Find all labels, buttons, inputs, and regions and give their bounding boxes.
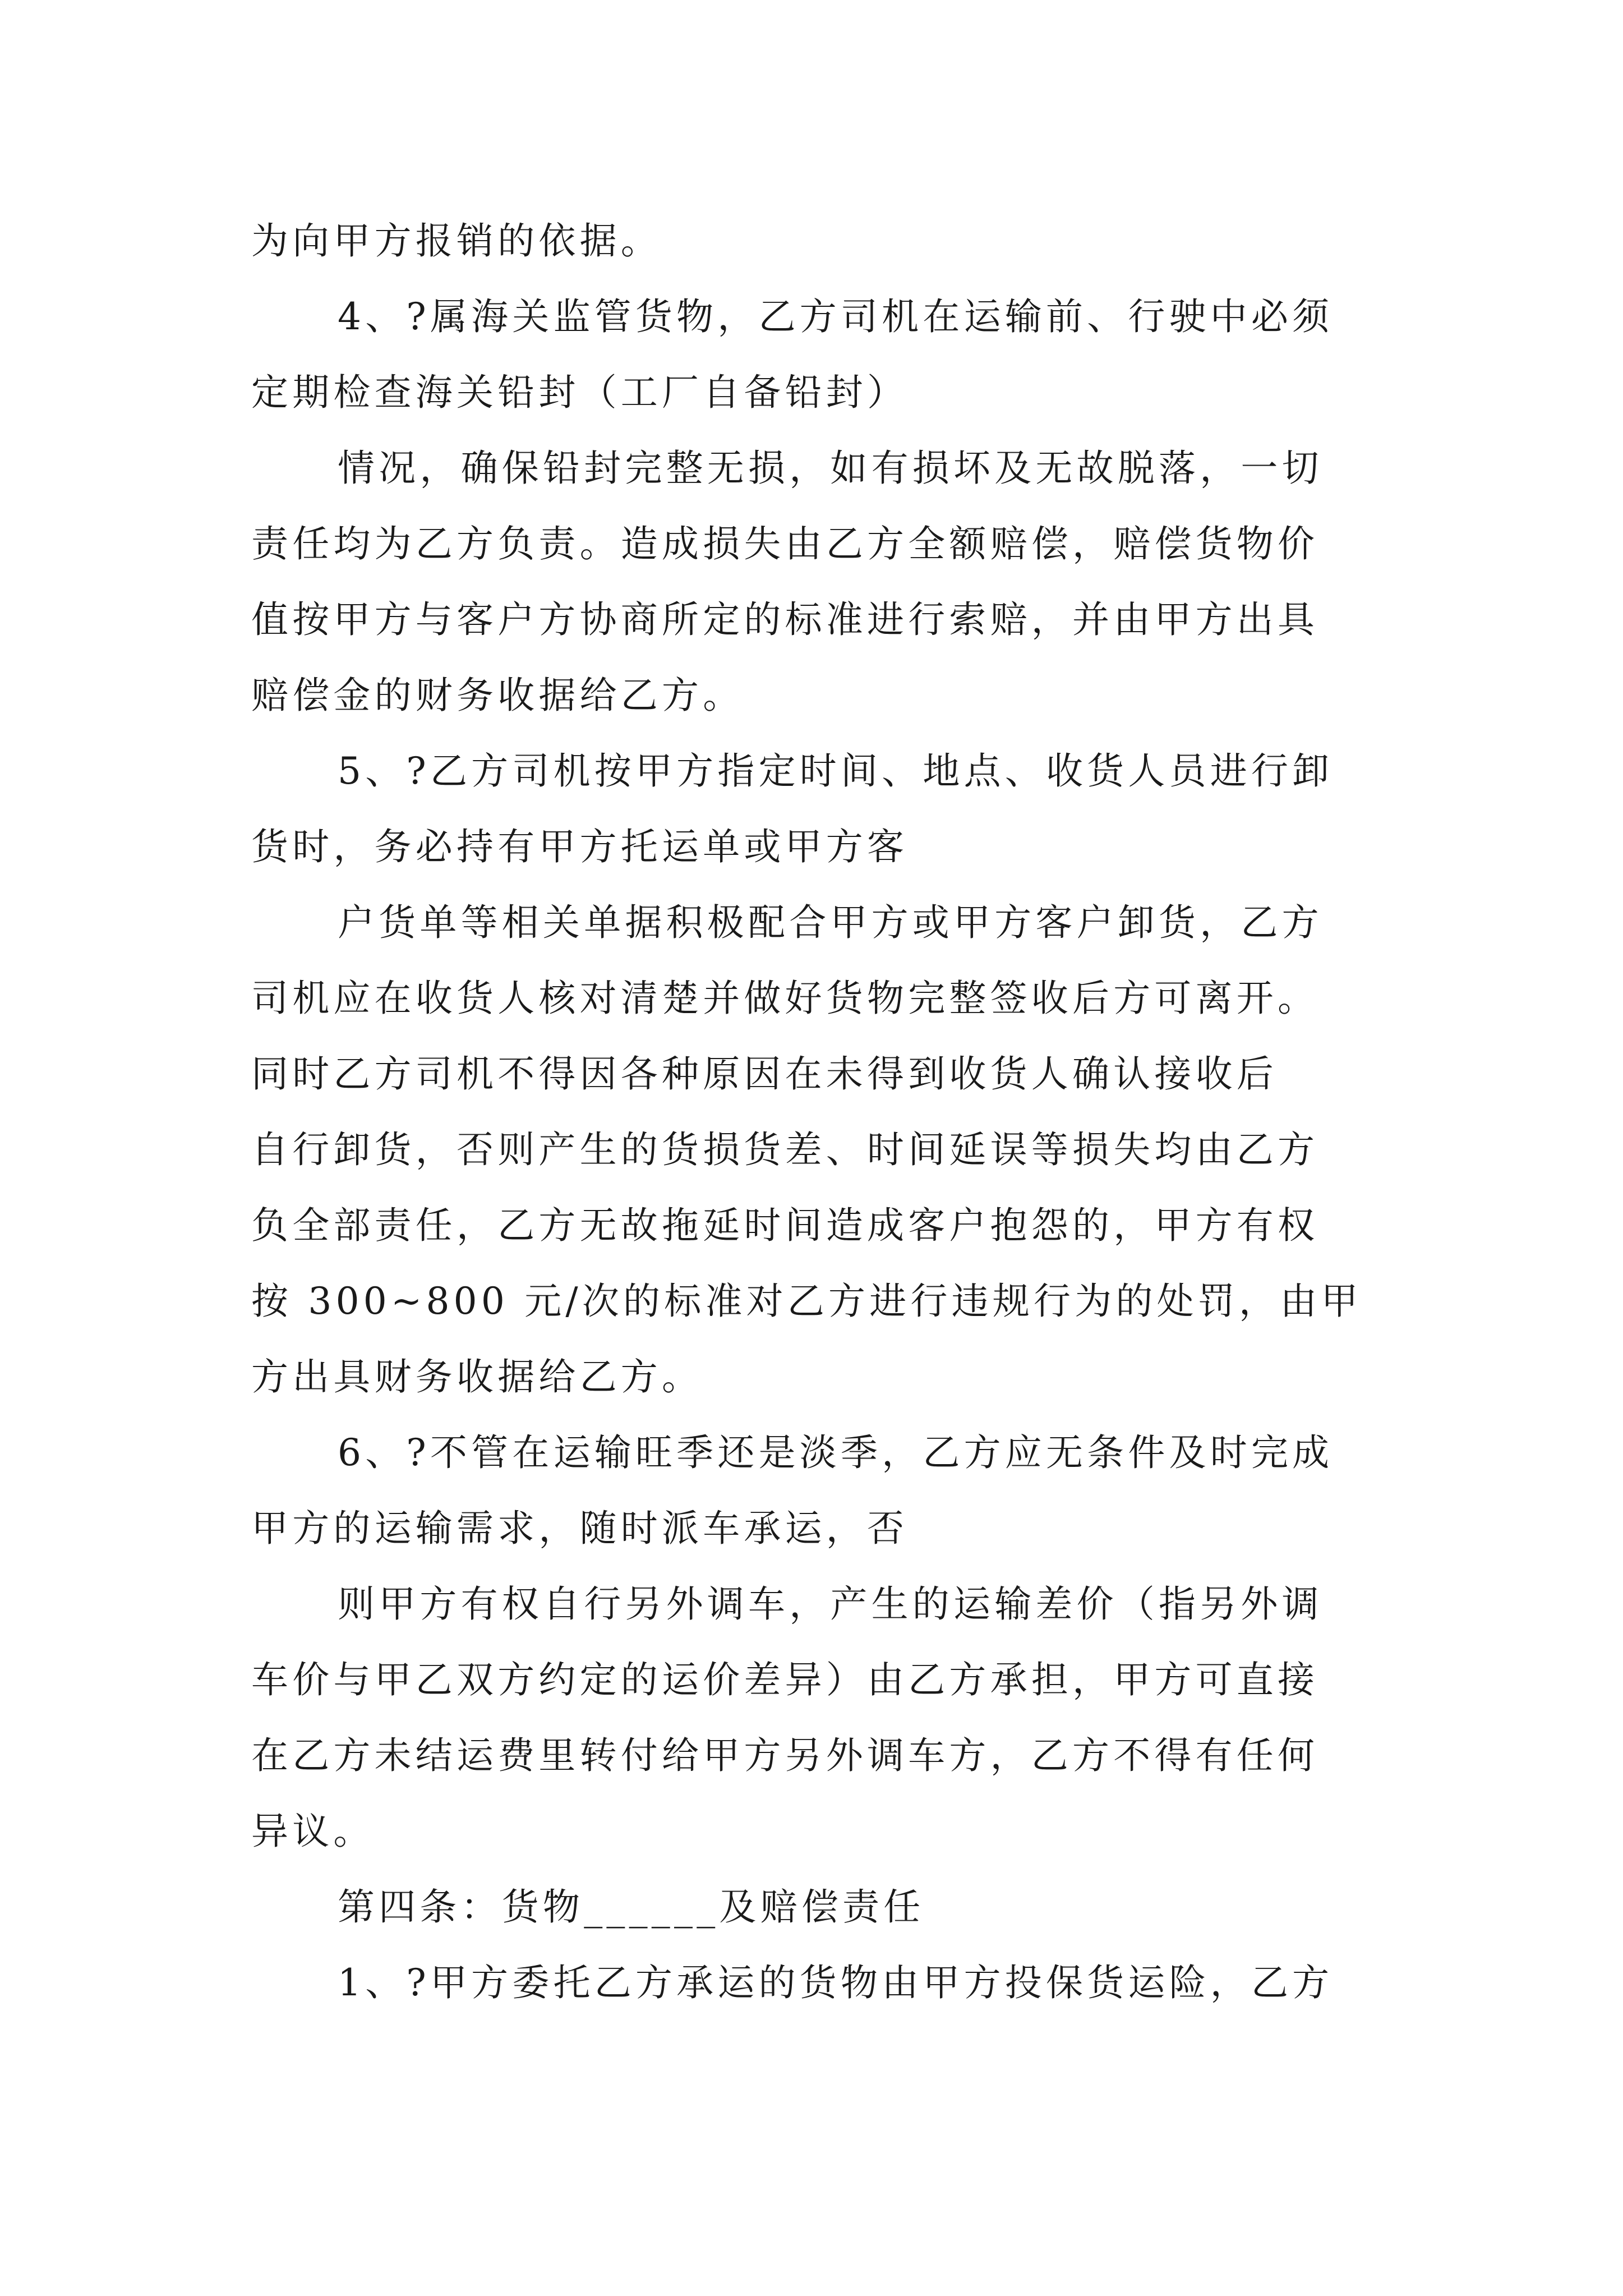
text-line-19: 则甲方有权自行另外调车，产生的运输差价（指另外调	[338, 1582, 1323, 1626]
text-line-18: 甲方的运输需求，随时派车承运，否	[251, 1507, 909, 1550]
text-line-11: 司机应在收货人核对清楚并做好货物完整签收后方可离开。	[251, 977, 1319, 1020]
text-line-14: 负全部责任，乙方无故拖延时间造成客户抱怨的，甲方有权	[251, 1204, 1319, 1247]
text-line-16: 方出具财务收据给乙方。	[251, 1355, 703, 1398]
text-line-6: 值按甲方与客户方协商所定的标准进行索赔，并由甲方出具	[251, 598, 1319, 641]
text-line-9: 货时，务必持有甲方托运单或甲方客	[251, 825, 909, 868]
text-line-5: 责任均为乙方负责。造成损失由乙方全额赔偿，赔偿货物价	[251, 522, 1319, 565]
text-line-1: 为向甲方报销的依据。	[251, 219, 662, 263]
text-line-22: 异议。	[251, 1810, 375, 1853]
text-line-21: 在乙方未结运费里转付给甲方另外调车方，乙方不得有任何	[251, 1734, 1319, 1777]
text-line-13: 自行卸货，否则产生的货损货差、时间延误等损失均由乙方	[251, 1128, 1319, 1171]
text-line-3: 定期检查海关铅封（工厂自备铅封）	[251, 371, 909, 414]
text-line-20: 车价与甲乙双方约定的运价差异）由乙方承担，甲方可直接	[251, 1658, 1319, 1701]
text-line-2: 4、?属海关监管货物，乙方司机在运输前、行驶中必须	[338, 295, 1334, 338]
text-line-12: 同时乙方司机不得因各种原因在未得到收货人确认接收后	[251, 1052, 1278, 1096]
text-line-15: 按 300~800 元/次的标准对乙方进行违规行为的处罚，由甲	[251, 1280, 1362, 1323]
text-line-4: 情况，确保铅封完整无损，如有损坏及无故脱落，一切	[338, 447, 1323, 490]
text-line-17: 6、?不管在运输旺季还是淡季，乙方应无条件及时完成	[338, 1431, 1334, 1474]
text-line-8: 5、?乙方司机按甲方指定时间、地点、收货人员进行卸	[338, 749, 1334, 793]
text-line-10: 户货单等相关单据积极配合甲方或甲方客户卸货，乙方	[338, 901, 1323, 944]
section-heading-article-4: 第四条：货物______及赔偿责任	[338, 1885, 925, 1929]
text-line-7: 赔偿金的财务收据给乙方。	[251, 674, 744, 717]
text-line-24: 1、?甲方委托乙方承运的货物由甲方投保货运险，乙方	[338, 1961, 1334, 2004]
